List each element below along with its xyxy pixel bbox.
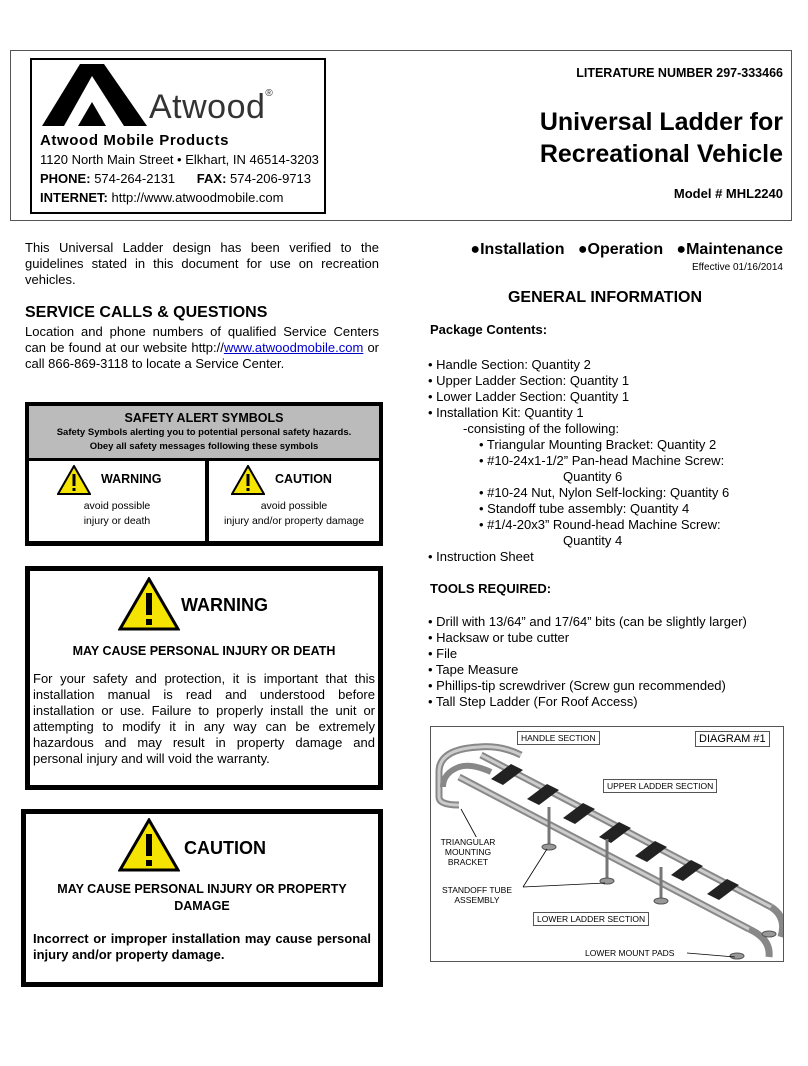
atwood-logo-icon [42, 64, 152, 128]
warning-triangle-icon [118, 577, 180, 631]
label-lower-mount-pads: LOWER MOUNT PADS [585, 948, 675, 958]
package-item: • Triangular Mounting Bracket: Quantity 2 [479, 437, 717, 452]
tool-item: • Tall Step Ladder (For Roof Access) [428, 694, 638, 709]
safety-alert-sub1: Safety Symbols alerting you to potential personal safety hazards. [56, 427, 352, 438]
warning-label: WARNING [101, 472, 162, 486]
ladder-diagram [430, 726, 784, 962]
package-item: • #10-24x1-1/2” Pan-head Machine Screw: [479, 453, 725, 468]
package-item: • #1/4-20x3” Round-head Machine Screw: [479, 517, 721, 532]
warning-symbol-cell [29, 461, 205, 541]
literature-number: LITERATURE NUMBER 297-333466 [576, 66, 783, 80]
label-upper-ladder-section: UPPER LADDER SECTION [603, 779, 717, 793]
warning-box [25, 566, 383, 790]
package-contents-heading: Package Contents: [430, 322, 548, 337]
package-item: -consisting of the following: [463, 421, 620, 436]
service-heading: SERVICE CALLS & QUESTIONS [25, 304, 268, 321]
caution-subheading: MAY CAUSE PERSONAL INJURY OR PROPERTY DAMAGE [57, 882, 347, 913]
tool-item: • Tape Measure [428, 662, 519, 677]
package-item: • #10-24 Nut, Nylon Self-locking: Quantity 6 [479, 485, 730, 500]
safety-alert-title-band [29, 406, 379, 458]
effective-date: Effective 01/16/2014 [692, 262, 783, 273]
package-item: • Installation Kit: Quantity 1 [428, 405, 584, 420]
package-item: • Standoff tube assembly: Quantity 4 [479, 501, 690, 516]
warning-heading: WARNING [181, 595, 268, 615]
model-number: Model # MHL2240 [673, 186, 783, 201]
caution-text: Incorrect or improper installation may cause personal injury and/or property damage. [33, 931, 371, 962]
package-item: • Upper Ladder Section: Quantity 1 [428, 373, 630, 388]
package-item: • Handle Section: Quantity 2 [428, 357, 591, 372]
logo-phone-line: PHONE: 574-264-2131 FAX: 574-206-9713 [40, 171, 311, 186]
logo-address: 1120 North Main Street • Elkhart, IN 46514-3203 [40, 152, 319, 167]
tool-item: • Drill with 13/64” and 17/64” bits (can be slightly larger) [428, 614, 747, 629]
caution-description: avoid possible injury and/or property damage [223, 500, 365, 527]
page-title: Universal Ladder for Recreational Vehicle [539, 108, 783, 168]
tool-item: • Phillips-tip screwdriver (Screw gun recommended) [428, 678, 726, 693]
package-item: • Instruction Sheet [428, 549, 534, 564]
logo-internet-line: INTERNET: http://www.atwoodmobile.com [40, 190, 284, 205]
label-standoff-tube-assembly: STANDOFF TUBE ASSEMBLY [435, 885, 519, 905]
logo-company: Atwood Mobile Products [40, 132, 230, 149]
tools-heading: TOOLS REQUIRED: [430, 581, 552, 596]
label-lower-ladder-section: LOWER LADDER SECTION [533, 912, 649, 926]
general-information-heading: GENERAL INFORMATION [507, 289, 703, 306]
warning-description: avoid possible injury or death [83, 500, 151, 527]
warning-text: For your safety and protection, it is important that this installation manual is read and understood before installation or use. Failure to properly install the unit or attempting to modify it in any way can be extremely hazardous and may result in property damage and personal injury and will void the warranty. [33, 671, 375, 766]
logo-brand: Atwood® [149, 88, 274, 126]
safety-alert-title: SAFETY ALERT SYMBOLS [124, 411, 284, 425]
safety-alert-box [25, 402, 383, 546]
service-text: Location and phone numbers of qualified Service Centers can be found at our website http://www.atwoodmobile.com or call 866-869-3118 to locate a Service Center. [25, 324, 380, 371]
safety-alert-sub2: Obey all safety messages following these symbols [89, 441, 319, 452]
website-link[interactable]: www.atwoodmobile.com [223, 340, 364, 355]
caution-symbol-cell [209, 461, 379, 541]
tool-item: • File [428, 646, 458, 661]
diagram-title: DIAGRAM #1 [695, 731, 770, 747]
warning-triangle-icon [57, 465, 91, 495]
caution-heading: CAUTION [184, 838, 266, 858]
package-item: Quantity 6 [563, 469, 623, 484]
package-item: • Lower Ladder Section: Quantity 1 [428, 389, 630, 404]
label-handle-section: HANDLE SECTION [517, 731, 600, 745]
warning-subheading: MAY CAUSE PERSONAL INJURY OR DEATH [72, 644, 336, 658]
caution-triangle-icon [118, 818, 180, 872]
caution-box [21, 809, 383, 987]
label-triangular-mounting-bracket: TRIANGULAR MOUNTING BRACKET [433, 837, 503, 867]
intro-text: This Universal Ladder design has been verified to the guidelines stated in this document for use on recreation vehicles. [25, 240, 379, 287]
tool-item: • Hacksaw or tube cutter [428, 630, 570, 645]
caution-label: CAUTION [275, 472, 332, 486]
package-item: Quantity 4 [563, 533, 623, 548]
iom-line: ●Installation ●Operation ●Maintenance [470, 241, 783, 258]
caution-triangle-icon [231, 465, 265, 495]
